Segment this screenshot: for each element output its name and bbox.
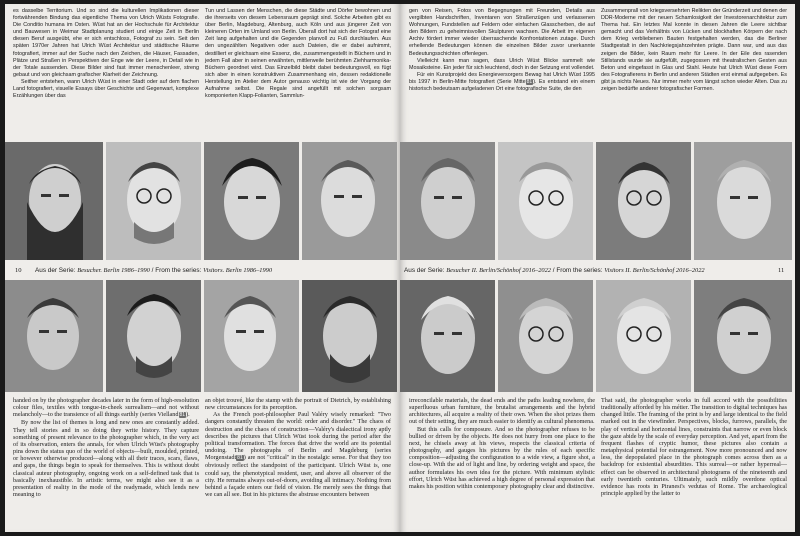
portrait-photo [400, 280, 495, 392]
portrait-photo [302, 280, 397, 392]
german-text-column-1: gen von Reisen, Fotos von Begegnungen mit Freunden, Details aus vergilbten Handschriften, Inventaren von Straßenzügen und verlassenen Wohnungen, Fundstellen auf Feldern oder einfachen Glasscherben, die auf den Bildern zu geheimnisvollen Skulpturen wachsen. Die Arbeit im eigenen Archiv fördert immer wieder überraschende Konfrontationen zutage. Durch erhellende Bedeutungen können die einzelnen Bilder zuvor unerkannte Bedeutungsschichten offenlegen. Vielleicht kann man sagen, dass Ulrich Wüst Blicke sammelt wie Mosaiksteine. Ein jeder für sich leuchtend, doch in der Setzung erst vollendet. Für ein Kunstprojekt des Energieversorgers Bewag hat Ulrich Wüst 1995 bis 1997 in Berlin-Mitte fotografiert (Serie Mitte81). Es entstand ein einem historisch bedeutsam aufgeladenen Ort eine fotografische Suite, die den [409, 8, 595, 93]
portrait-photo [400, 142, 495, 260]
portrait-photo [106, 280, 201, 392]
portrait-photo [596, 142, 691, 260]
portrait-photo [204, 142, 299, 260]
portrait-photo [106, 142, 201, 260]
reference-badge: 81 [179, 412, 186, 419]
german-text-column-2: Zusammenprall von kriegsversehrten Relikten der Gründerzeit und denen der DDR-Moderne mit der neuen Schamlosigkeit der Investorenarchitektur zum Thema hat. Ein letztes Mal konnte in diesen Jahren die Leere sichtbar gemacht und das Verhältnis von Lücken und blockhaften Körpern der nach dem Krieg verbliebenen Bauten festgehalten werden, das die Berliner Stadtgestalt in den Nachkriegsjahrzehnten prägte. Dann war, und aus das zeigen die Bilder, kein Raum mehr für Leere. In der Eile des rasenden Stillstands wurde sie aufgefüllt, zugegossen mit theatralischen Gesten aus Beton und eingefasst in Glas und Stahl. Heute hat Ulrich Wüst diese Form des Fotografierens in Berlin und anderen Städten erst einmal aufgegeben. Es gibt ja nichts Neues. Nur immer mehr vom längst schon wieder Alten. Das zu zeigen bedürfte anderer fotografischer Formen. [601, 8, 787, 93]
portrait-photo [694, 280, 792, 392]
portrait-row-top [400, 142, 792, 260]
portrait-photo [5, 142, 103, 260]
photo-caption: Aus der Serie: Besucher. Berlin 1986–1990 / From the series: Visitors. Berlin 1986–1990 [35, 267, 273, 274]
portrait-photo [596, 280, 691, 392]
german-text-column-1: es dasselbe Territorium. Und so sind die kulturellen Implikationen dieser fortwährenden Bindung das eigentliche Thema von Ulrich Wüsts Fotografie. Die Conditio humana im Osten. Wüst hat an der Hochschule für Architektur und Bauwesen in Weimar Stadtplanung studiert und einige Zeit in Berlin diesen Beruf ausgeübt, ehe er sich entschloss, Fotograf zu sein. Seit den späten 1970er Jahren hat Ulrich Wüst Architektur und städtische Räume fotografiert, immer auf der Suche nach den Zeichen, die Häuser, Fassaden, Plätze und Straßen in Perspektiven der Enge wie der Leere, in Detail wie in der Totale aussenden. Diese Bilder sind fast immer menschenleer, streng gebaut und von gleichsam grafischer Klarheit der Zeichnung. Seither entstehen, wann Ulrich Wüst in einer Stadt oder auf dem flachen Land fotografiert, visuelle Essays über Geschichte und Gegenwart, komplexe Erzählungen über das [13, 8, 199, 100]
english-text-column-2: That said, the photographer works in full accord with the possibilities traditionally afforded by his métier. The transition to digital techniques has changed little. The framing of the print is by and large identical to the field marked out in the viewfinder. Perspectives, blocks, furrows, parallels, the play of vertical and horizontal lines, constraints that narrow or even block the gaze abide by the scale of everyday perception. And yet, apart from the frequent flashes of cryptic humor, these pictures also contain a metaphysical potential for estrangement. Now more pronounced and now less, the depopulated place in the photograph comes across then as a backdrop for existential absurdities. This surreal—or rather hyperreal—effect can be observed in architectural photograms of the nineteenth and early twentieth centuries. Ultimately, such mildly overdone optical evidence has roots in Piranesi's vedutas of Rome. The archaeological principle applied by the latter to [601, 397, 787, 498]
english-text-column-1: handed on by the photographer decades later in the form of high-resolution colour files, textiles with tongue-in-cheek surrealism—and not without melancholy—to the transience of all things earthly (series Vielland81). By now the list of themes is long and new ones are constantly added. They tell stories and in so doing they write history. They capture something of present relevance to the photographer which, in the very act of its observation, enters the annals, for when Ulrich Wüst's photography pins down the status quo of the world of objects—built, moulded, printed, or however otherwise produced—along with all their traces, scars, flaws, and gaps, the things begin to speak for themselves. This is without doubt classical auteur photography, ongoing work on a self-defined task that is basically inexhaustible. In artistic terms, we might also see it as a presentation of reality in the mode of the readymade, which lends new meaning to [13, 397, 199, 499]
german-text-column-2: Tun und Lassen der Menschen, die diese Städte und Dörfer bewohnen und die ihrerseits von diesem Lebensraum geprägt sind. Solche Arbeiten gibt es über Berlin, Magdeburg, Altenburg, auch Köln und aus jüngerer Zeit von kleineren Orten im Umland von Berlin. Überall dort hat sich der Fotograf eine Zeit lang aufgehalten und die Gegenden planvoll zu Fuß durchlaufen. Aus den ungezählten Negativen oder auch Dateien, die er dabei aufnimmt, destilliert er gleichsam eine Essenz, die, zusammengestellt in Büchern und in jedem Fall aber in seinen erwähnten, mittlerweile berühmten Ziehharmonika-Büchern geordnet wird. Das Einzelbild bleibt dabei bedeutungsvoll, es fügt sich aber in einen konstruktiven Zusammenhang ein, dessen redaktionelle Herstellung im Atelier dem Autor genauso wichtig ist wie der Vorgang der Aufnahme selbst. Die Regale sind angefüllt mit solchen sorgsam komponierten Klapp-Folianten, Sammlun- [205, 8, 391, 100]
portrait-photo [694, 142, 792, 260]
page-number: 10 [15, 267, 22, 274]
english-text-column-2: an objet trouvé, like the stamp with the portrait of Dietrich, by establishing new circumstances for its perception. As the French poet-philosopher Paul Valéry wisely remarked: "Two dangers constantly threaten the world: order and disorder." The chaos of destruction and the chaos of construction—Valéry's dialectical irony aptly describes the pictures that Ulrich Wüst took during the period after the political transformation. The forces that drive the world are its potential undoing. The photographs of Berlin and Magdeburg (series Morgenstadt81) are not "critical" in the nostalgic sense. For that they too obviously reflect the standpoint of the participant. Ulrich Wüst is, one could say, the phenotypical resident, user, and above all observer of the city. He remains always out-of-doors, avoiding all intimacy. Nothing from behind a façade enters our field of vision. He merely sees the things that we can all see. But in his pictures the abstruse encounters between [205, 397, 391, 499]
portrait-row-bottom [400, 280, 792, 392]
reference-badge: 81 [526, 78, 533, 85]
reference-badge: 81 [237, 455, 243, 462]
photo-caption: Aus der Serie: Besucher II. Berlin/Schönhof 2016–2022 / From the series: Visitors II. Berlin/Schönhof 2016–2022 [404, 267, 705, 274]
page-number: 11 [778, 267, 785, 274]
portrait-photo [498, 142, 593, 260]
portrait-row-bottom [5, 280, 397, 392]
portrait-photo [204, 280, 299, 392]
book-spread [5, 4, 795, 532]
right-page [400, 4, 795, 532]
portrait-photo [5, 280, 103, 392]
portrait-photo [498, 280, 593, 392]
portrait-photo [302, 142, 397, 260]
left-page [5, 4, 400, 532]
portrait-row-top [5, 142, 397, 260]
english-text-column-1: irreconcilable materials, the dead ends and the paths leading nowhere, the superfluous urban furniture, the brutalist arrangements and the hybrid architectures, all acquire a reality of their own. When the shot prizes them out of their setting, they are much easier to identify as cultural phenomena. But this calls for composure. And so the photographer refuses to be bullied or driven by the objects. He does not hurry from one place to the next, he chisels away at his views, respects the classical criteria of photography, and gauges his pictures by the rules of each specific composition—adjusting the configuration to a wide view, a figure shot, a close-up. With the aid of light and line, by ordering weight and space, the author formulates his own idea for the picture. With minimum stylistic effort, Ulrich Wüst has achieved a high degree of personal expression that makes his position within contemporary photography clear and distinctive. [409, 397, 595, 490]
